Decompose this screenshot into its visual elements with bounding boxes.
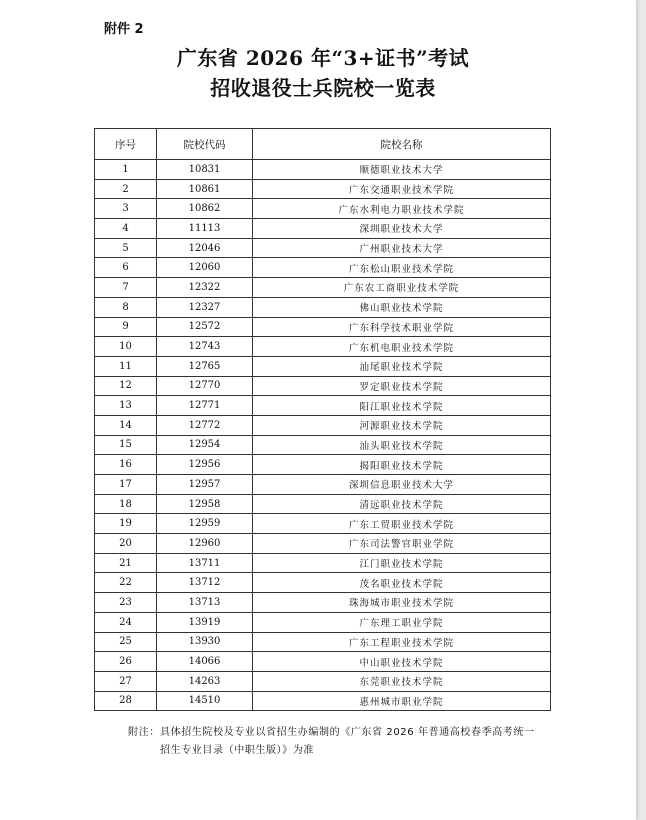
footnote-label: 附注： — [128, 727, 160, 738]
cell-index: 16 — [95, 455, 157, 475]
table-row — [95, 632, 551, 652]
table-row — [95, 435, 551, 455]
table-row — [95, 396, 551, 416]
cell-school-code: 12954 — [157, 435, 253, 455]
cell-school-code: 12327 — [157, 297, 253, 317]
cell-school-name: 佛山职业技术学院 — [253, 297, 551, 317]
cell-index: 11 — [95, 356, 157, 376]
cell-school-name: 广东科学技术职业学院 — [253, 317, 551, 337]
table-row — [95, 475, 551, 495]
cell-school-name: 江门职业技术学院 — [253, 553, 551, 573]
table-row — [95, 553, 551, 573]
table-row — [95, 514, 551, 534]
cell-school-name: 珠海城市职业技术学院 — [253, 593, 551, 613]
cell-school-code: 12956 — [157, 455, 253, 475]
cell-index: 24 — [95, 612, 157, 632]
cell-index: 19 — [95, 514, 157, 534]
cell-school-code: 12772 — [157, 415, 253, 435]
cell-index: 5 — [95, 238, 157, 258]
table-row — [95, 258, 551, 278]
table-row — [95, 494, 551, 514]
cell-school-name: 顺德职业技术大学 — [253, 160, 551, 180]
cell-index: 21 — [95, 553, 157, 573]
cell-index: 26 — [95, 652, 157, 672]
cell-school-code: 10831 — [157, 160, 253, 180]
table-row — [95, 691, 551, 711]
table-row — [95, 593, 551, 613]
table-row — [95, 297, 551, 317]
cell-school-code: 12771 — [157, 396, 253, 416]
cell-school-code: 10862 — [157, 199, 253, 219]
cell-school-name: 广东工程职业技术学院 — [253, 632, 551, 652]
cell-school-name: 广东工贸职业技术学院 — [253, 514, 551, 534]
cell-index: 7 — [95, 278, 157, 298]
cell-index: 2 — [95, 179, 157, 199]
table-row — [95, 573, 551, 593]
cell-school-name: 广东机电职业技术学院 — [253, 337, 551, 357]
table-row — [95, 238, 551, 258]
cell-index: 10 — [95, 337, 157, 357]
cell-school-code: 12322 — [157, 278, 253, 298]
cell-school-name: 清远职业技术学院 — [253, 494, 551, 514]
footnote-text-line-2: 招生专业目录（中职生版）》为准 — [160, 745, 314, 756]
cell-school-name: 广东农工商职业技术学院 — [253, 278, 551, 298]
cell-school-name: 广东松山职业技术学院 — [253, 258, 551, 278]
footnote-text-line-1: 具体招生院校及专业以省招生办编制的《广东省 2026 年普通高校春季高考统一 — [160, 727, 535, 738]
column-header-index: 序号 — [95, 129, 157, 160]
cell-index: 25 — [95, 632, 157, 652]
table-row — [95, 612, 551, 632]
cell-school-code: 13711 — [157, 553, 253, 573]
table-row — [95, 415, 551, 435]
cell-school-name: 广东理工职业学院 — [253, 612, 551, 632]
cell-school-name: 揭阳职业技术学院 — [253, 455, 551, 475]
cell-index: 4 — [95, 219, 157, 239]
cell-school-code: 12959 — [157, 514, 253, 534]
table-row — [95, 455, 551, 475]
cell-school-name: 汕头职业技术学院 — [253, 435, 551, 455]
cell-school-code: 12770 — [157, 376, 253, 396]
table-row — [95, 534, 551, 554]
page-title-line-1: 广东省 2026 年“3+证书”考试 — [176, 46, 470, 70]
table-row — [95, 278, 551, 298]
cell-index: 6 — [95, 258, 157, 278]
column-header-code: 院校代码 — [157, 129, 253, 160]
page-title-line-2: 招收退役士兵院校一览表 — [210, 76, 436, 100]
cell-index: 8 — [95, 297, 157, 317]
cell-school-code: 12957 — [157, 475, 253, 495]
cell-index: 12 — [95, 376, 157, 396]
cell-school-code: 13713 — [157, 593, 253, 613]
table-row — [95, 179, 551, 199]
cell-index: 17 — [95, 475, 157, 495]
cell-school-code: 10861 — [157, 179, 253, 199]
cell-school-name: 广东交通职业技术学院 — [253, 179, 551, 199]
cell-index: 27 — [95, 671, 157, 691]
cell-school-name: 河源职业技术学院 — [253, 415, 551, 435]
cell-school-name: 东莞职业技术学院 — [253, 671, 551, 691]
cell-index: 15 — [95, 435, 157, 455]
cell-school-code: 11113 — [157, 219, 253, 239]
cell-school-code: 14510 — [157, 691, 253, 711]
cell-school-name: 中山职业技术学院 — [253, 652, 551, 672]
cell-school-code: 12060 — [157, 258, 253, 278]
cell-school-name: 深圳职业技术大学 — [253, 219, 551, 239]
cell-school-code: 12960 — [157, 534, 253, 554]
cell-school-code: 14066 — [157, 652, 253, 672]
table-row — [95, 160, 551, 180]
table-row — [95, 376, 551, 396]
cell-index: 13 — [95, 396, 157, 416]
cell-index: 28 — [95, 691, 157, 711]
cell-school-name: 惠州城市职业学院 — [253, 691, 551, 711]
table-row — [95, 356, 551, 376]
cell-index: 22 — [95, 573, 157, 593]
cell-school-code: 13712 — [157, 573, 253, 593]
cell-school-name: 广东水利电力职业技术学院 — [253, 199, 551, 219]
cell-school-code: 14263 — [157, 671, 253, 691]
cell-index: 1 — [95, 160, 157, 180]
cell-index: 14 — [95, 415, 157, 435]
attachment-label: 附件 2 — [104, 22, 144, 37]
cell-school-name: 广州职业技术大学 — [253, 238, 551, 258]
table-row — [95, 671, 551, 691]
cell-school-name: 广东司法警官职业学院 — [253, 534, 551, 554]
cell-school-code: 12765 — [157, 356, 253, 376]
cell-index: 23 — [95, 593, 157, 613]
cell-school-code: 12046 — [157, 238, 253, 258]
table-row — [95, 652, 551, 672]
cell-school-name: 汕尾职业技术学院 — [253, 356, 551, 376]
school-list-table — [94, 128, 551, 711]
cell-school-name: 茂名职业技术学院 — [253, 573, 551, 593]
cell-school-code: 12572 — [157, 317, 253, 337]
table-row — [95, 199, 551, 219]
cell-index: 20 — [95, 534, 157, 554]
table-row — [95, 317, 551, 337]
cell-school-name: 罗定职业技术学院 — [253, 376, 551, 396]
cell-school-code: 12743 — [157, 337, 253, 357]
cell-school-code: 12958 — [157, 494, 253, 514]
cell-school-name: 阳江职业技术学院 — [253, 396, 551, 416]
table-row — [95, 219, 551, 239]
cell-school-code: 13919 — [157, 612, 253, 632]
table-row — [95, 337, 551, 357]
cell-school-code: 13930 — [157, 632, 253, 652]
cell-index: 9 — [95, 317, 157, 337]
cell-index: 18 — [95, 494, 157, 514]
cell-school-name: 深圳信息职业技术大学 — [253, 475, 551, 495]
table-header-row — [95, 129, 551, 160]
cell-index: 3 — [95, 199, 157, 219]
column-header-name: 院校名称 — [253, 129, 551, 160]
